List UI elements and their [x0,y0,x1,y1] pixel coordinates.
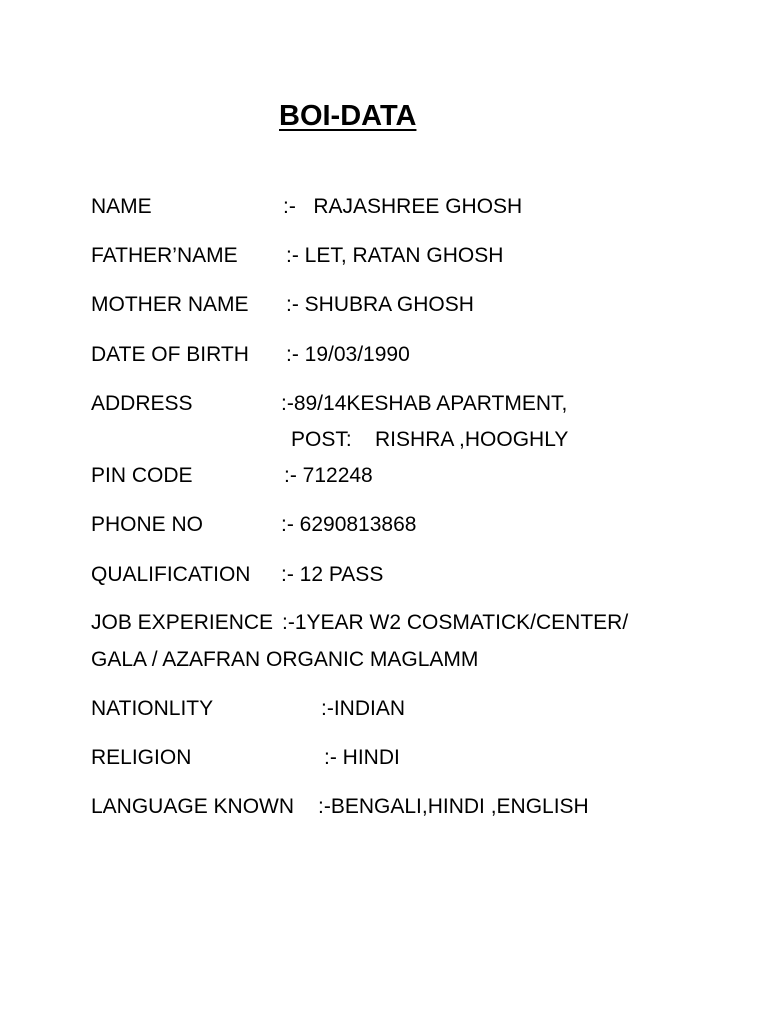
mother-name-value: :- SHUBRA GHOSH [286,293,474,316]
dob-label: DATE OF BIRTH [91,343,249,366]
address-value-line1: :-89/14KESHAB APARTMENT, [281,392,568,415]
phone-value: :- 6290813868 [281,513,417,536]
religion-value: :- HINDI [324,746,400,769]
job-experience-value-line1: :-1YEAR W2 COSMATICK/CENTER/ [282,611,629,634]
job-experience-label: JOB EXPERIENCE [91,611,274,634]
job-experience-value-line2: GALA / AZAFRAN ORGANIC MAGLAMM [91,648,479,671]
phone-label: PHONE NO [91,513,204,536]
dob-value: :- 19/03/1990 [286,343,410,366]
name-value: :- RAJASHREE GHOSH [283,195,523,218]
father-name-label: FATHER’NAME [91,244,238,267]
mother-name-label: MOTHER NAME [91,293,249,316]
religion-label: RELIGION [91,746,192,769]
language-value: :-BENGALI,HINDI ,ENGLISH [318,795,589,818]
pin-code-label: PIN CODE [91,464,193,487]
name-label: NAME [91,195,152,218]
language-label: LANGUAGE KNOWN [91,795,295,818]
page-title: BOI-DATA [279,100,417,132]
father-name-value: :- LET, RATAN GHOSH [286,244,504,267]
nationality-label: NATIONLITY [91,697,214,720]
qualification-label: QUALIFICATION [91,563,251,586]
address-value-line2: POST: RISHRA ,HOOGHLY [291,428,569,451]
pin-code-value: :- 712248 [284,464,373,487]
address-label: ADDRESS [91,392,193,415]
qualification-value: :- 12 PASS [281,563,384,586]
nationality-value: :-INDIAN [321,697,405,720]
